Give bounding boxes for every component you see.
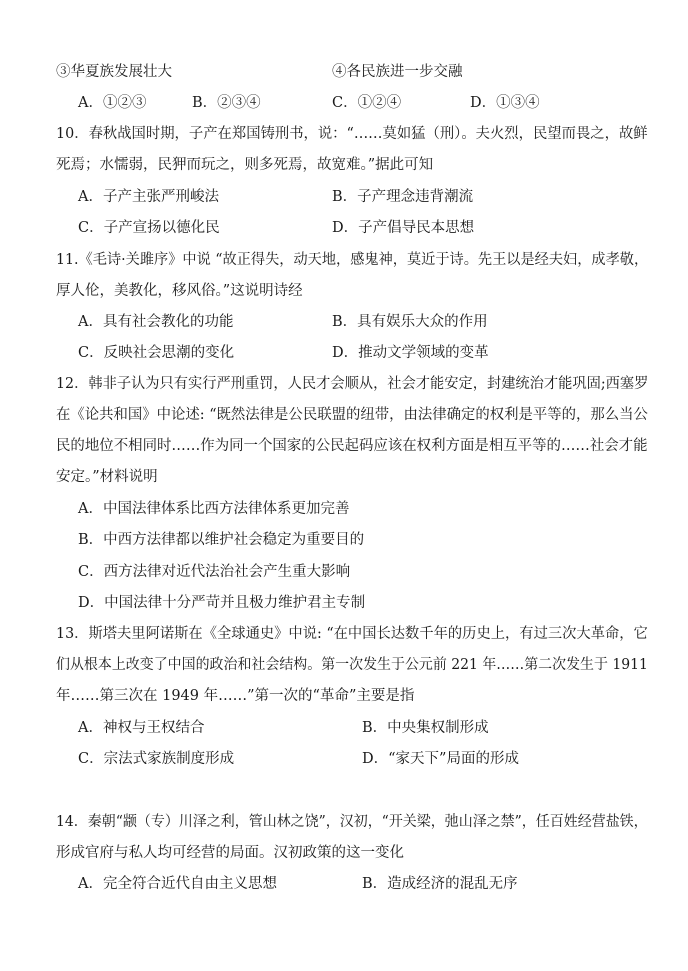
q12-option-a: A．中国法律体系比西方法律体系更加完善 xyxy=(78,501,350,517)
q11-stem-line-1: 11.《毛诗·关雎序》中说 “故正得失，动天地，感鬼神，莫近于诗。先王以是经夫妇，成孝敬， xyxy=(56,252,649,268)
q13-option-a: A．神权与王权结合 xyxy=(78,720,205,736)
q10-option-b: B．子产理念违背潮流 xyxy=(332,189,474,205)
q9-option-d: D．①③④ xyxy=(470,95,540,111)
q13-option-d: D．“家天下”局面的形成 xyxy=(362,751,519,767)
q13-option-c: C．宗法式家族制度形成 xyxy=(78,751,235,767)
q12-stem-line-2: 在《论共和国》中论述: “既然法律是公民联盟的纽带，由法律确定的权利是平等的，那么当公 xyxy=(56,407,648,423)
q12-stem-line-3: 民的地位不相同时……作为同一个国家的公民起码应该在权利方面是相互平等的……社会才能 xyxy=(56,438,648,454)
q14-stem-line-1: 14．秦朝“颛（专）川泽之利，管山林之饶”，汉初，“开关梁，弛山泽之禁”，任百姓经营盐铁， xyxy=(56,814,648,830)
q13-stem-line-1: 13．斯塔夫里阿诺斯在《全球通史》中说: “在中国长达数千年的历史上，有过三次大革命，它 xyxy=(56,626,648,642)
q13-stem-line-3: 年……第三次在 1949 年……”第一次的“革命”主要是指 xyxy=(56,688,415,704)
q14-stem-line-2: 形成官府与私人均可经营的局面。汉初政策的这一变化 xyxy=(56,845,404,861)
q11-option-d: D．推动文学领域的变革 xyxy=(332,345,489,361)
q10-stem-line-2: 死焉；水懦弱，民狎而玩之，则多死焉，故宽难。”据此可知 xyxy=(56,157,434,173)
q9-item-3: ③华夏族发展壮大 xyxy=(56,64,172,80)
q9-option-c: C．①②④ xyxy=(332,95,402,111)
q11-stem-line-2: 厚人伦，美教化，移风俗。”这说明诗经 xyxy=(56,283,303,299)
q12-option-c: C．西方法律对近代法治社会产生重大影响 xyxy=(78,564,351,580)
q14-option-b: B．造成经济的混乱无序 xyxy=(362,876,518,892)
q11-option-a: A．具有社会教化的功能 xyxy=(78,314,234,330)
q10-option-a: A．子产主张严刑峻法 xyxy=(78,189,219,205)
q10-option-c: C．子产宣扬以德化民 xyxy=(78,220,220,236)
q11-option-c: C．反映社会思潮的变化 xyxy=(78,345,235,361)
q13-stem-line-2: 们从根本上改变了中国的政治和社会结构。第一次发生于公元前 221 年……第二次发生于 1911 xyxy=(56,657,648,673)
q9-item-4: ④各民族进一步交融 xyxy=(332,64,463,80)
q14-option-a: A．完全符合近代自由主义思想 xyxy=(78,876,277,892)
q9-option-b: B．②③④ xyxy=(192,95,261,111)
q10-option-d: D．子产倡导民本思想 xyxy=(332,220,475,236)
q11-option-b: B．具有娱乐大众的作用 xyxy=(332,314,488,330)
q13-option-b: B．中央集权制形成 xyxy=(362,720,489,736)
q10-stem-line-1: 10．春秋战国时期，子产在郑国铸刑书，说：“……莫如猛（刑）。夫火烈，民望而畏之，故鲜 xyxy=(56,126,648,142)
q12-option-b: B．中西方法律都以维护社会稳定为重要目的 xyxy=(78,532,365,548)
q12-option-d: D．中国法律十分严苛并且极力维护君主专制 xyxy=(78,595,366,611)
q12-stem-line-1: 12．韩非子认为只有实行严刑重罚，人民才会顺从，社会才能安定，封建统治才能巩固;西塞罗 xyxy=(56,376,649,392)
q9-option-a: A．①②③ xyxy=(78,95,147,111)
q12-stem-line-4: 安定。”材料说明 xyxy=(56,469,158,485)
